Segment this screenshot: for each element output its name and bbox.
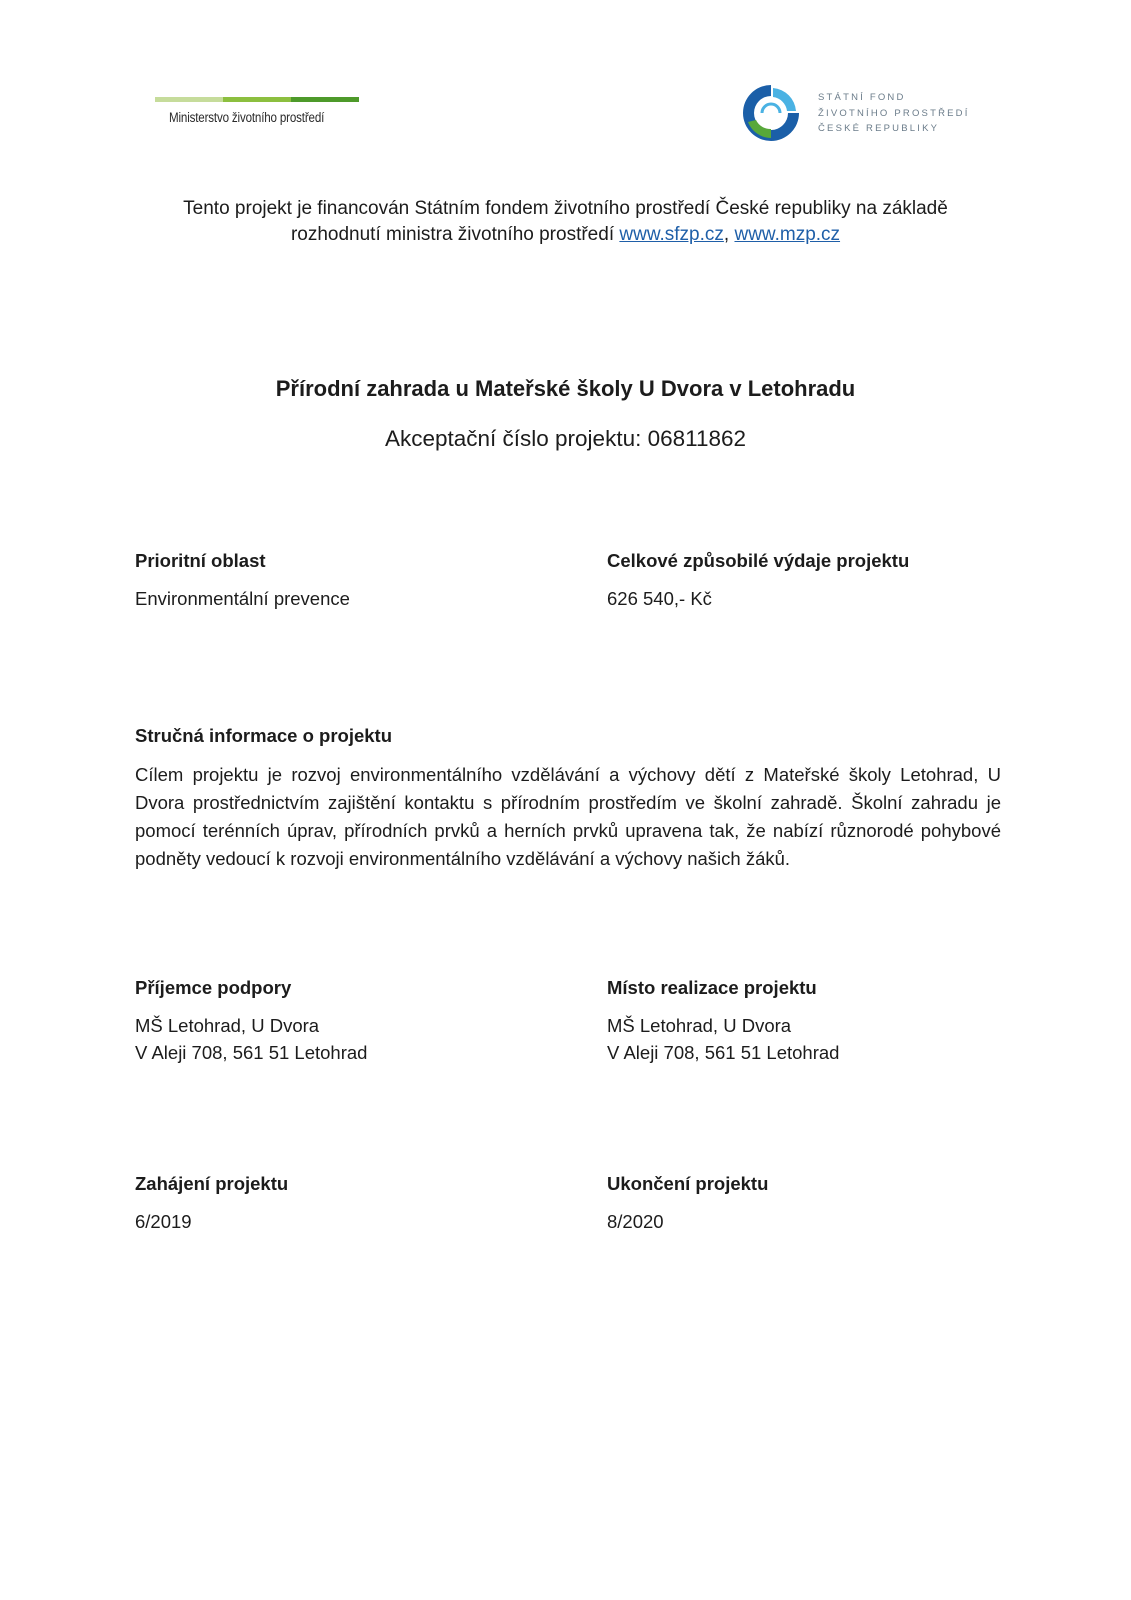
- summary-label: Stručná informace o projektu: [135, 725, 392, 746]
- place-field: [607, 974, 839, 1066]
- mzp-link[interactable]: www.mzp.cz: [734, 224, 841, 245]
- mzp-logo-text: Ministerstvo životního prostředí: [169, 110, 325, 125]
- funding-line-2: [0, 222, 1131, 248]
- start-field: [135, 1170, 288, 1235]
- end-value: 8/2020: [607, 1211, 664, 1232]
- place-line-1: MŠ Letohrad, U Dvora: [607, 1015, 792, 1036]
- project-title: Přírodní zahrada u Mateřské školy U Dvora v Letohradu: [275, 376, 856, 401]
- place-label: Místo realizace projektu: [607, 977, 817, 998]
- mzp-stripe-dark: [291, 97, 359, 102]
- funding-statement: [0, 196, 1131, 248]
- sfzp-logo: [740, 80, 970, 146]
- sfzp-link[interactable]: www.sfzp.cz: [619, 224, 724, 245]
- costs-field: [607, 547, 909, 612]
- costs-value: 626 540,- Kč: [607, 588, 712, 609]
- priority-field: [135, 547, 350, 612]
- mzp-stripe-medium: [223, 97, 291, 102]
- place-line-2: V Aleji 708, 561 51 Letohrad: [607, 1042, 840, 1063]
- sfzp-line-1: STÁTNÍ FOND: [818, 92, 906, 103]
- sfzp-line-2: ŽIVOTNÍHO PROSTŘEDÍ: [818, 107, 970, 119]
- funding-line-1: Tento projekt je financován Státním fondem životního prostředí České republiky na základě: [183, 198, 948, 219]
- mzp-stripe-light: [155, 97, 223, 102]
- link-separator: ,: [723, 224, 735, 245]
- recipient-field: [135, 974, 367, 1066]
- recipient-line-2: V Aleji 708, 561 51 Letohrad: [135, 1042, 368, 1063]
- sfzp-logo-text: [818, 90, 970, 137]
- funding-line-2-text: rozhodnutí ministra životního prostředí: [290, 224, 620, 245]
- priority-value: Environmentální prevence: [135, 588, 350, 609]
- end-field: [607, 1170, 768, 1235]
- summary-section: [135, 722, 1001, 873]
- priority-label: Prioritní oblast: [135, 550, 266, 571]
- start-label: Zahájení projektu: [135, 1173, 289, 1194]
- mzp-logo: [155, 97, 365, 131]
- costs-label: Celkové způsobilé výdaje projektu: [607, 550, 910, 571]
- sfzp-line-3: ČESKÉ REPUBLIKY: [818, 123, 940, 134]
- acceptance-number: Akceptační číslo projektu: 06811862: [384, 426, 747, 451]
- start-value: 6/2019: [135, 1211, 192, 1232]
- mzp-logo-stripes: [155, 97, 365, 102]
- recipient-label: Příjemce podpory: [135, 977, 292, 998]
- end-label: Ukončení projektu: [607, 1173, 769, 1194]
- sfzp-circle-icon: [740, 82, 802, 144]
- summary-text: Cílem projektu je rozvoj environmentálního vzdělávání a výchovy dětí z Mateřské školy Letohrad, U Dvora prostřednictvím zajištění kontaktu s přírodním prostředím ve školní zahradě. Školní zahradu je pomocí terénních úprav, přírodních prvků a herních prvků upravena tak, že nabízí různorodé pohybové podněty vedoucí k rozvoji environmentálního vzdělávání a výchovy našich žáků.: [135, 764, 1001, 869]
- recipient-line-1: MŠ Letohrad, U Dvora: [135, 1015, 320, 1036]
